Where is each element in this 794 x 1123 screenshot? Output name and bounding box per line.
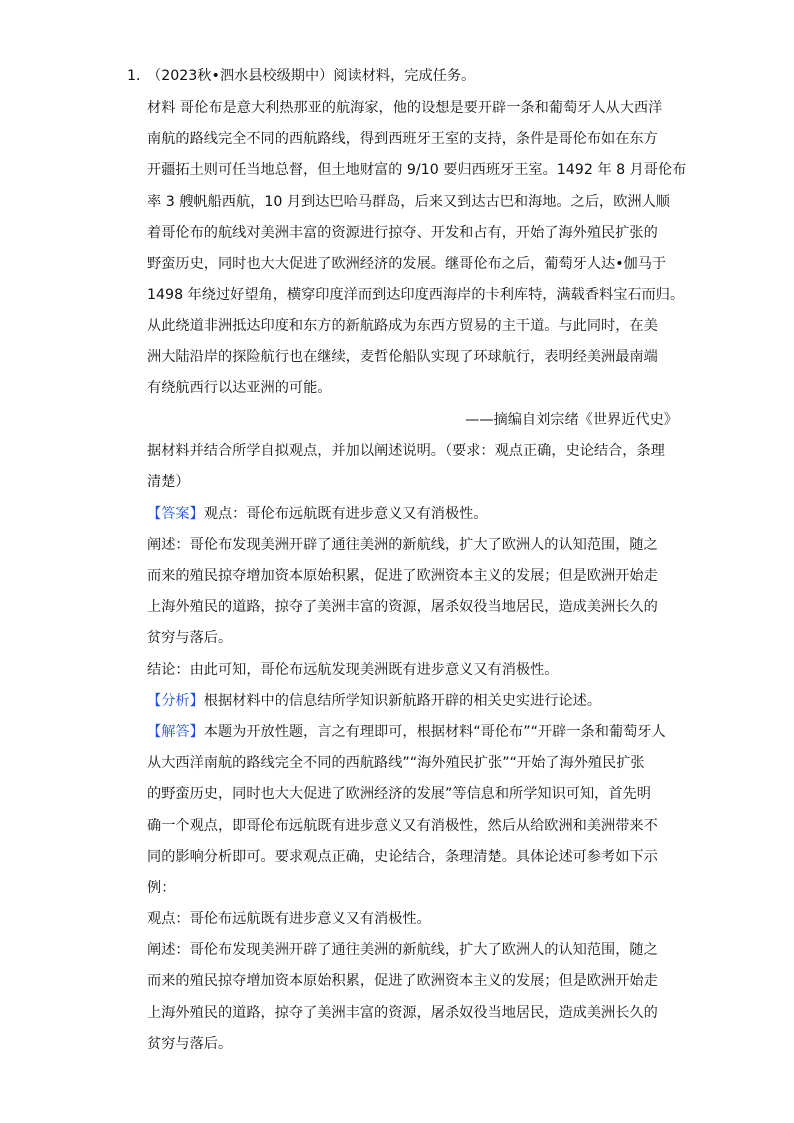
answer-viewpoint: 观点：哥伦布远航既有进步意义又有消极性。 [203, 506, 488, 522]
solution-line: 确一个观点，即哥伦布远航既有进步意义又有消极性，然后从给欧洲和美洲带来不 [147, 818, 658, 834]
solution-line: 从大西洋南航的路线完全不同的西航路线”“海外殖民扩张”“开始了海外殖民扩张 [147, 755, 645, 771]
material-line: 南航的路线完全不同的西航路线，得到西班牙王室的支持，条件是哥伦布如在东方 [147, 131, 658, 147]
question-number: 1． [127, 68, 151, 84]
material-line: 着哥伦布的航线对美洲丰富的资源进行掠夺、开发和占有，开始了海外殖民扩张的 [147, 225, 658, 241]
task-line: 清楚） [147, 474, 190, 490]
solution-line: 观点：哥伦布远航既有进步意义又有消极性。 [147, 911, 431, 927]
answer-elaboration-line: 阐述：哥伦布发现美洲开辟了通往美洲的新航线，扩大了欧洲人的认知范围，随之 [147, 537, 658, 553]
answer-row [147, 504, 488, 524]
material-source: ——摘编自刘宗绪《世界近代史》 [465, 412, 678, 428]
solution-first-line: 本题为开放性题，言之有理即可，根据材料“哥伦布”“开辟一条和葡萄牙人 [203, 724, 666, 740]
analysis-row [147, 691, 601, 711]
solution-line: 而来的殖民掠夺增加资本原始积累，促进了欧洲资本主义的发展；但是欧洲开始走 [147, 973, 658, 989]
analysis-tag: 【分析】 [147, 693, 204, 709]
solution-line: 的野蛮历史，同时也大大促进了欧洲经济的发展”等信息和所学知识可知，首先明 [147, 786, 651, 802]
solution-line: 贫穷与落后。 [147, 1036, 233, 1052]
analysis-text: 根据材料中的信息结所学知识新航路开辟的相关史实进行论述。 [203, 693, 602, 709]
solution-line: 阐述：哥伦布发现美洲开辟了通往美洲的新航线，扩大了欧洲人的认知范围，随之 [147, 942, 658, 958]
question-header: （2023秋•泗水县校级期中）阅读材料，完成任务。 [147, 68, 476, 84]
solution-tag: 【解答】 [147, 724, 204, 740]
solution-line: 例： [147, 880, 176, 896]
material-line: 率 3 艘帆船西航，10 月到达巴哈马群岛，后来又到达古巴和海地。之后，欧洲人顺 [147, 194, 670, 210]
material-line: 从此绕道非洲抵达印度和东方的新航路成为东西方贸易的主干道。与此同时，在美 [147, 318, 658, 334]
solution-line: 同的影响分析即可。要求观点正确，史论结合，条理清楚。具体论述可参考如下示 [147, 849, 658, 865]
answer-tag: 【答案】 [147, 506, 204, 522]
material-line: 1498 年绕过好望角，横穿印度洋而到达印度西海岸的卡利库特，满载香料宝石而归。 [147, 287, 685, 303]
material-line: 开疆拓土则可任当地总督，但土地财富的 9/10 要归西班牙王室。1492 年 8 月哥伦布 [147, 162, 687, 178]
answer-conclusion: 结论：由此可知，哥伦布远航发现美洲既有进步意义又有消极性。 [147, 662, 559, 678]
solution-row [147, 722, 666, 742]
task-line: 据材料并结合所学自拟观点，并加以阐述说明。（要求：观点正确，史论结合，条理 [147, 443, 665, 459]
solution-line: 上海外殖民的道路，掠夺了美洲丰富的资源，屠杀奴役当地居民，造成美洲长久的 [147, 1005, 658, 1021]
material-line: 野蛮历史，同时也大大促进了欧洲经济的发展。继哥伦布之后，葡萄牙人达•伽马于 [147, 256, 667, 272]
answer-elaboration-line: 而来的殖民掠夺增加资本原始积累，促进了欧洲资本主义的发展；但是欧洲开始走 [147, 568, 658, 584]
material-line: 有绕航西行以达亚洲的可能。 [147, 380, 332, 396]
answer-elaboration-line: 上海外殖民的道路，掠夺了美洲丰富的资源，屠杀奴役当地居民，造成美洲长久的 [147, 599, 658, 615]
material-line: 洲大陆沿岸的探险航行也在继续，麦哲伦船队实现了环球航行，表明经美洲最南端 [147, 349, 658, 365]
answer-elaboration-line: 贫穷与落后。 [147, 630, 233, 646]
material-line: 材料 哥伦布是意大利热那亚的航海家，他的设想是要开辟一条和葡萄牙人从大西洋 [147, 100, 663, 116]
